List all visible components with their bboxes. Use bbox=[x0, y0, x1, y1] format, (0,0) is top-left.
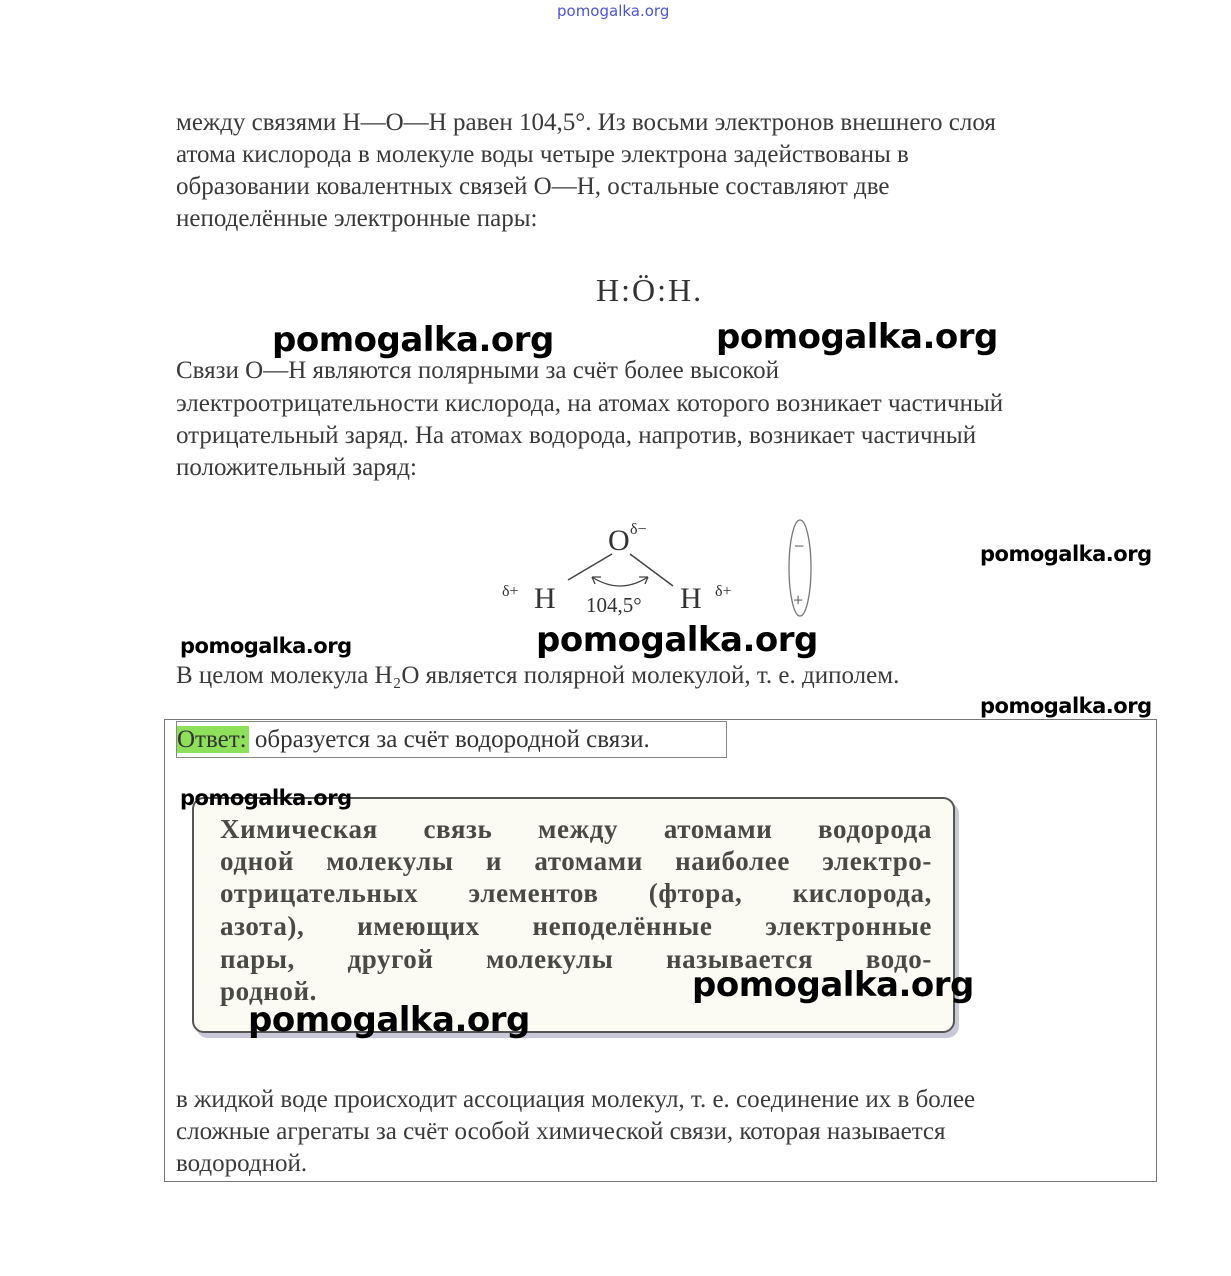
hydrogen-label: H bbox=[680, 582, 702, 615]
definition-line: Химическая связь между атомами водорода bbox=[220, 814, 932, 844]
paragraph-line: электроотрицательности кислорода, на атомах которого возникает частичный bbox=[176, 390, 1004, 417]
paragraph-line: в жидкой воде происходит ассоциация молекул, т. е. соединение их в более bbox=[176, 1086, 976, 1113]
watermark: pomogalka.org bbox=[536, 620, 818, 660]
paragraph-line: сложные агрегаты за счёт особой химической связи, которая называется bbox=[176, 1118, 946, 1145]
paragraph-line: водородной. bbox=[176, 1150, 308, 1177]
watermark: pomogalka.org bbox=[980, 542, 1152, 566]
answer-line bbox=[176, 721, 727, 758]
definition-line: азота), имеющих неподелённые электронные bbox=[220, 911, 932, 941]
oxygen-label: O bbox=[608, 524, 630, 557]
watermark: pomogalka.org bbox=[180, 634, 352, 658]
header-watermark[interactable]: pomogalka.org bbox=[557, 2, 670, 20]
oxygen-charge: δ− bbox=[630, 521, 647, 538]
bond-angle: 104,5° bbox=[586, 593, 642, 617]
definition-line: одной молекулы и атомами наиболее электро- bbox=[220, 846, 932, 876]
watermark: pomogalka.org bbox=[980, 694, 1152, 718]
watermark: pomogalka.org bbox=[272, 320, 554, 360]
lewis-formula: H:Ö:H. bbox=[596, 272, 704, 308]
definition-line: пары, другой молекулы называется водо- bbox=[220, 944, 932, 974]
watermark: pomogalka.org bbox=[692, 965, 974, 1005]
answer-text: образуется за счёт водородной связи. bbox=[248, 726, 650, 753]
dipole-minus: − bbox=[794, 536, 805, 556]
paragraph-line: отрицательный заряд. На атомах водорода, напротив, возникает частичный bbox=[176, 422, 977, 449]
paragraph-line: Связи О—Н являются полярными за счёт более высокой bbox=[176, 357, 779, 384]
dipole-plus: + bbox=[793, 590, 804, 610]
paragraph-line: образовании ковалентных связей О—Н, остальные составляют две bbox=[176, 173, 890, 200]
water-molecule-diagram bbox=[490, 510, 830, 630]
definition-line: родной. bbox=[220, 976, 317, 1006]
paragraph-line: В целом молекула H₂O является полярной молекулой, т. е. диполем. bbox=[176, 662, 900, 689]
paragraph-line: неподелённые электронные пары: bbox=[176, 205, 538, 232]
hydrogen-label: H bbox=[534, 582, 556, 615]
hydrogen-charge: δ+ bbox=[715, 583, 732, 600]
watermark: pomogalka.org bbox=[248, 1000, 530, 1040]
watermark: pomogalka.org bbox=[716, 317, 998, 357]
definition-line: отрицательных элементов (фтора, кислорода, bbox=[220, 878, 932, 908]
answer-label: Ответ: bbox=[177, 726, 247, 753]
watermark: pomogalka.org bbox=[180, 786, 352, 810]
hydrogen-charge: δ+ bbox=[502, 583, 519, 600]
paragraph-line: между связями Н—О—Н равен 104,5°. Из восьми электронов внешнего слоя bbox=[176, 109, 996, 136]
paragraph-line: атома кислорода в молекуле воды четыре электрона задействованы в bbox=[176, 141, 909, 168]
paragraph-line: положительный заряд: bbox=[176, 454, 417, 481]
